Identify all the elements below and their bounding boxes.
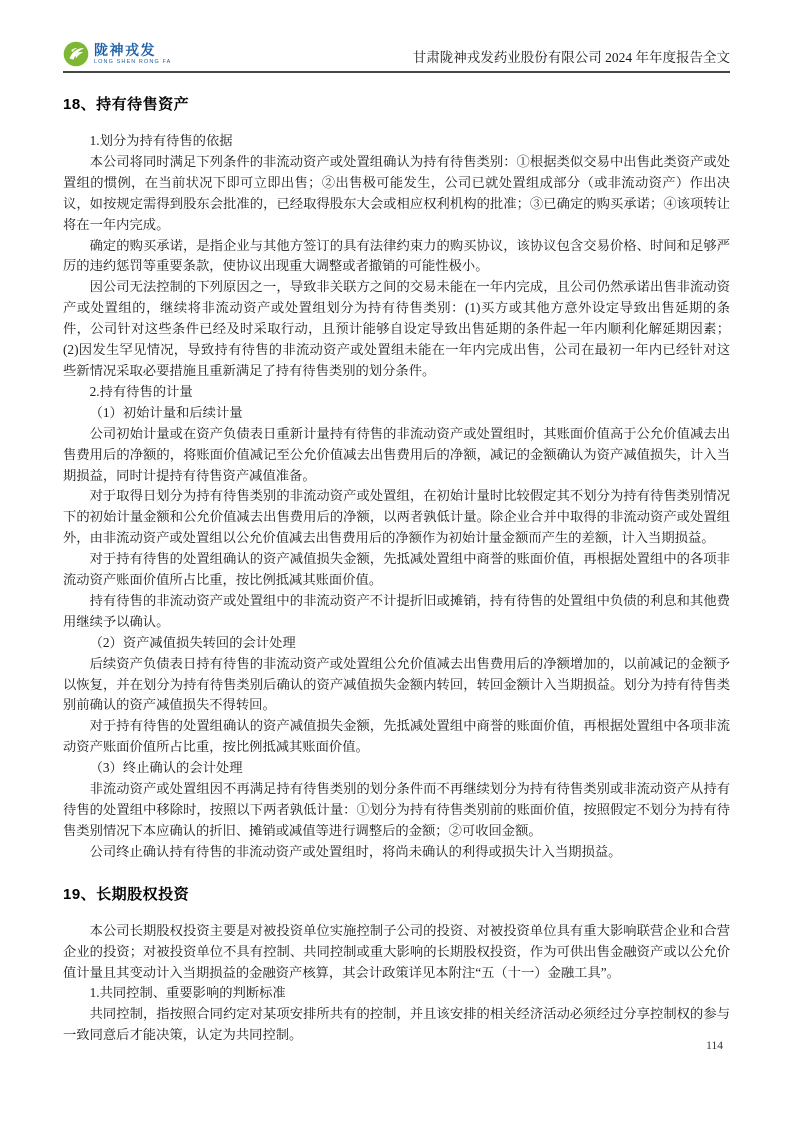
page-number: 114 bbox=[706, 1040, 723, 1052]
body-paragraph: 本公司长期股权投资主要是对被投资单位实施控制子公司的投资、对被投资单位具有重大影响联营企业和合营企业的投资；对被投资单位不具有控制、共同控制或重大影响的长期股权投资，作为可供出售金融资产或以公允价值计量且其变动计入当期损益的金融资产核算，其会计政策详见本附注“五（十一）金融工具”。 bbox=[63, 922, 730, 980]
body-paragraph: 对于取得日划分为持有待售类别的非流动资产或处置组，在初始计量时比较假定其不划分为持有待售类别情况下的初始计量金额和公允价值减去出售费用后的净额，以两者孰低计量。除企业合并中取得的非流动资产或处置组外，由非流动资产或处置组以公允价值减去出售费用后的净额作为初始计量金额而产生的差额，计入当期损益。 bbox=[63, 488, 730, 546]
body-paragraph: 非流动资产或处置组因不再满足持有待售类别的划分条件而不再继续划分为持有待售类别或非流动资产从持有待售的处置组中移除时，按照以下两者孰低计量：①划分为持有待售类别前的账面价值，按照假定不划分为持有待售类别情况下本应确认的折旧、摊销或减值等进行调整后的金额；②可收回金额。 bbox=[63, 781, 730, 838]
body-paragraph: （1）初始计量和后续计量 bbox=[89, 404, 243, 420]
longshen-logo-icon bbox=[63, 41, 89, 67]
body-paragraph: 本公司将同时满足下列条件的非流动资产或处置组确认为持有待售类别：①根据类似交易中出售此类资产或处置组的惯例，在当前状况下即可立即出售；②出售极可能发生，公司已就处置组成部分（或非流动资产）作出决议，如按规定需得到股东会批准的，已经取得股东大会或相应权利机构的批准；③已确定的购买承诺；④该项转让将在一年内完成。 bbox=[63, 153, 730, 232]
body-paragraph: 后续资产负债表日持有待售的非流动资产或处置组公允价值减去出售费用后的净额增加的，以前减记的金额予以恢复，并在划分为持有待售类别后确认的资产减值损失金额内转回，转回金额计入当期损益。划分为持有待售类别前确认的资产减值损失不得转回。 bbox=[63, 655, 730, 713]
logo-brand-en: LONG SHEN RONG FA bbox=[94, 58, 172, 65]
logo-text bbox=[94, 43, 171, 65]
body-paragraph: 公司初始计量或在资产负债表日重新计量持有待售的非流动资产或处置组时，其账面价值高于公允价值减去出售费用后的净额的，将账面价值减记至公允价值减去出售费用后的净额，减记的金额确认为资产减值损失，计入当期损益，同时计提持有待售资产减值准备。 bbox=[63, 425, 730, 483]
body-paragraph: 2.持有待售的计量 bbox=[89, 383, 193, 399]
body-paragraph: （2）资产减值损失转回的会计处理 bbox=[89, 634, 296, 650]
report-title: 甘肃陇神戎发药业股份有限公司 2024 年年度报告全文 bbox=[412, 50, 730, 65]
body-paragraph: 对于持有待售的处置组确认的资产减值损失金额，先抵减处置组中商誉的账面价值，再根据处置组中的各项非流动资产账面价值所占比重，按比例抵减其账面价值。 bbox=[63, 551, 730, 588]
body-paragraph: 1.共同控制、重要影响的判断标准 bbox=[89, 985, 286, 1001]
document-body bbox=[63, 73, 730, 1046]
body-paragraph: 因公司无法控制的下列原因之一，导致非关联方之间的交易未能在一年内完成，且公司仍然承诺出售非流动资产或处置组的，继续将非流动资产或处置组划分为持有待售类别：(1)买方或其他方意外设定导致出售延期的条件，公司针对这些条件已经及时采取行动，且预计能够自设定导致出售延期的条件起一年内顺利化解延期因素；(2)因发生罕见情况，导致持有待售的非流动资产或处置组未能在一年内完成出售，公司在最初一年内已经针对这些新情况采取必要措施且重新满足了持有待售类别的划分条件。 bbox=[63, 279, 730, 378]
body-paragraph: （3）终止确认的会计处理 bbox=[89, 760, 243, 776]
body-paragraph: 共同控制，指按照合同约定对某项安排所共有的控制，并且该安排的相关经济活动必须经过分享控制权的参与一致同意后才能决策，认定为共同控制。 bbox=[63, 1006, 730, 1043]
body-paragraph: 对于持有待售的处置组确认的资产减值损失金额，先抵减处置组中商誉的账面价值，再根据处置组中各项非流动资产账面价值所占比重，按比例抵减其账面价值。 bbox=[63, 718, 730, 755]
body-paragraph: 确定的购买承诺，是指企业与其他方签订的具有法律约束力的购买协议，该协议包含交易价格、时间和足够严厉的违约惩罚等重要条款，使协议出现重大调整或者撤销的可能性极小。 bbox=[63, 237, 730, 274]
body-paragraph: 1.划分为持有待售的依据 bbox=[89, 133, 233, 148]
logo-brand-cn: 陇神戎发 bbox=[94, 42, 156, 58]
company-logo bbox=[63, 41, 171, 67]
body-paragraph: 公司终止确认持有待售的非流动资产或处置组时，将尚未确认的利得或损失计入当期损益。 bbox=[89, 843, 622, 859]
body-paragraph: 持有待售的非流动资产或处置组中的非流动资产不计提折旧或摊销，持有待售的处置组中负债的利息和其他费用继续予以确认。 bbox=[63, 592, 730, 629]
section-heading: 18、持有待售资产 bbox=[63, 96, 190, 113]
section-heading: 19、长期股权投资 bbox=[63, 885, 190, 903]
page-header bbox=[63, 0, 730, 73]
